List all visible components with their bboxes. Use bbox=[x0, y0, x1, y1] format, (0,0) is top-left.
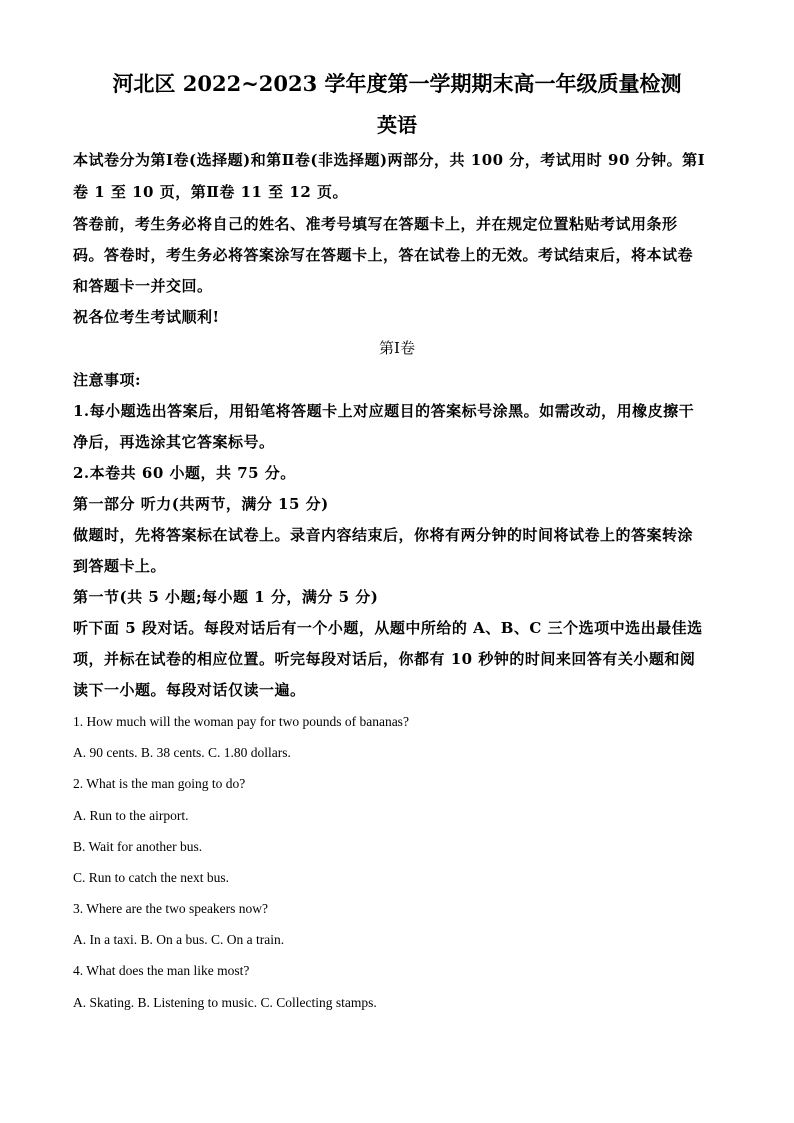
section-one-title: 第Ⅰ卷 bbox=[379, 339, 415, 357]
subject-title: 英语 bbox=[377, 113, 417, 137]
part-one-title: 第一部分 听力(共两节，满分 15 分) bbox=[73, 495, 329, 513]
question-2: 2. What is the man going to do? bbox=[73, 776, 246, 791]
section-one-desc-2: 项，并标在试卷的相应位置。听完每段对话后，你都有 10 秒钟的时间来回答有关小题和阅 bbox=[73, 650, 696, 668]
question-2-option-c: C. Run to catch the next bus. bbox=[73, 870, 229, 885]
notice-1-line-1: 1.每小题选出答案后，用铅笔将答题卡上对应题目的答案标号涂黑。如需改动，用橡皮擦干 bbox=[73, 402, 695, 420]
section-one-desc-1: 听下面 5 段对话。每段对话后有一个小题，从题中所给的 A、B、C 三个选项中选出最佳选 bbox=[73, 619, 703, 637]
section-one-desc-3: 读下一小题。每段对话仅读一遍。 bbox=[73, 681, 306, 699]
question-4: 4. What does the man like most? bbox=[73, 963, 250, 978]
good-luck-line: 祝各位考生考试顺利! bbox=[73, 308, 220, 326]
question-2-option-b: B. Wait for another bus. bbox=[73, 839, 203, 854]
question-4-options: A. Skating. B. Listening to music. C. Collecting stamps. bbox=[73, 995, 377, 1010]
question-3: 3. Where are the two speakers now? bbox=[73, 901, 269, 916]
question-3-options: A. In a taxi. B. On a bus. C. On a train. bbox=[73, 932, 285, 947]
intro-line-4: 码。答卷时，考生务必将答案涂写在答题卡上，答在试卷上的无效。考试结束后，将本试卷 bbox=[73, 246, 694, 264]
question-1: 1. How much will the woman pay for two pounds of bananas? bbox=[73, 714, 409, 729]
question-2-option-a: A. Run to the airport. bbox=[73, 808, 189, 823]
part-one-desc-1: 做题时，先将答案标在试卷上。录音内容结束后，你将有两分钟的时间将试卷上的答案转涂 bbox=[73, 526, 694, 544]
intro-line-2: 卷 1 至 10 页，第Ⅱ卷 11 至 12 页。 bbox=[73, 183, 348, 201]
section-one-subtitle: 第一节(共 5 小题;每小题 1 分，满分 5 分) bbox=[73, 588, 379, 606]
question-1-options: A. 90 cents. B. 38 cents. C. 1.80 dollars. bbox=[73, 745, 291, 760]
notice-label: 注意事项: bbox=[73, 371, 142, 389]
notice-1-line-2: 净后，再选涂其它答案标号。 bbox=[73, 433, 275, 451]
exam-title: 河北区 2022~2023 学年度第一学期期末高一年级质量检测 bbox=[112, 71, 682, 96]
intro-line-5: 和答题卡一并交回。 bbox=[73, 277, 213, 295]
notice-2: 2.本卷共 60 小题，共 75 分。 bbox=[73, 464, 296, 482]
intro-line-3: 答卷前，考生务必将自己的姓名、准考号填写在答题卡上，并在规定位置粘贴考试用条形 bbox=[73, 215, 678, 233]
intro-line-1: 本试卷分为第Ⅰ卷(选择题)和第Ⅱ卷(非选择题)两部分，共 100 分，考试用时 90 分钟。第Ⅰ bbox=[73, 151, 706, 169]
part-one-desc-2: 到答题卡上。 bbox=[73, 557, 167, 575]
